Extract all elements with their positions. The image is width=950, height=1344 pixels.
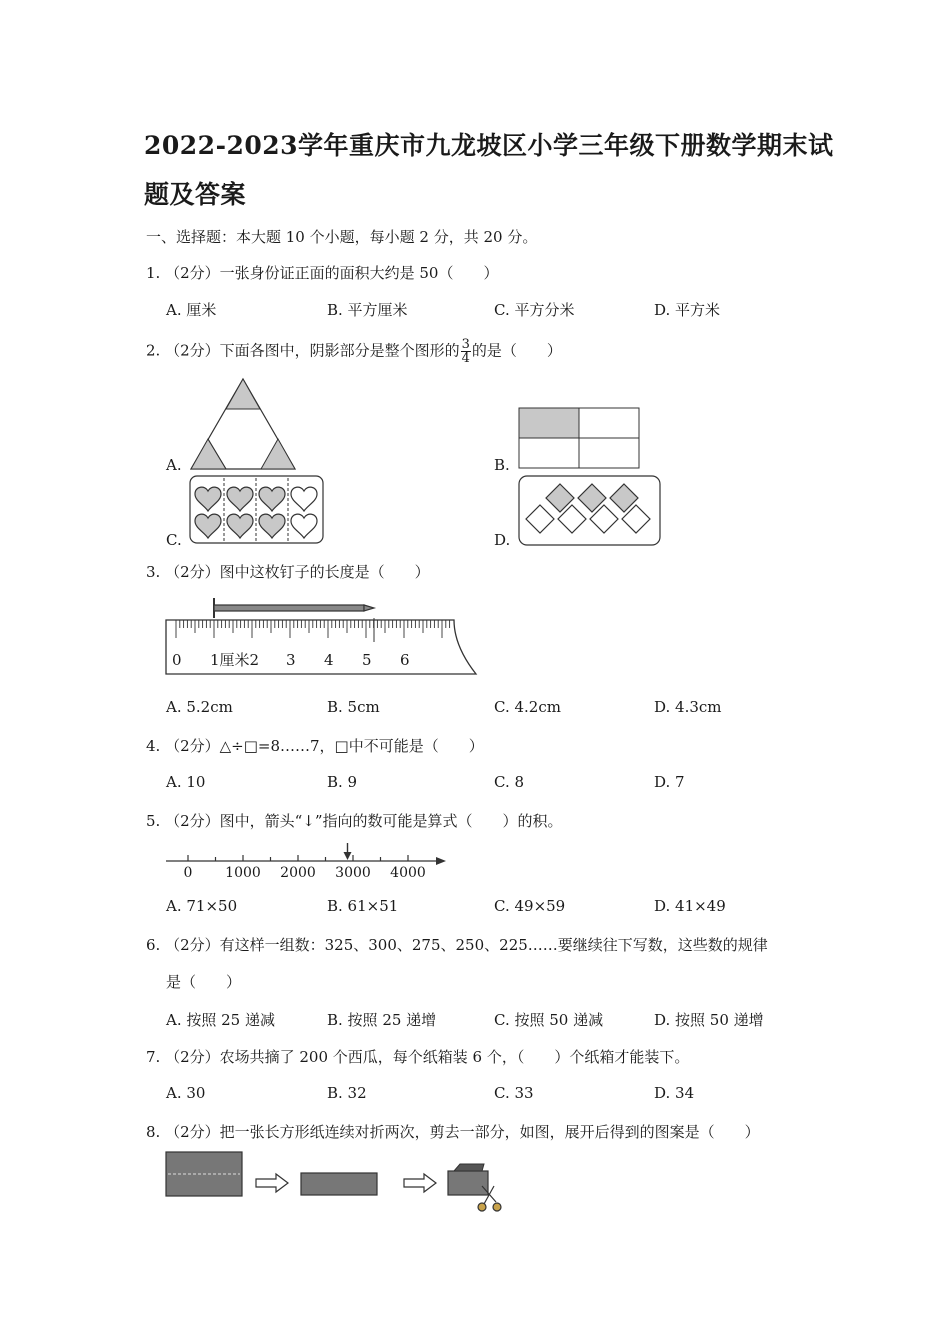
- question-8: 8. （2分）把一张长方形纸连续对折两次，剪去一部分，如图，展开后得到的图案是（ ）: [146, 1123, 760, 1141]
- q3-option-a: A. 5.2cm: [166, 698, 233, 716]
- diamonds-figure: [518, 475, 662, 547]
- question-4: 4. （2分）△÷□=8……7，□中不可能是（ ）: [146, 737, 484, 755]
- q4-option-a: A. 10: [166, 773, 206, 791]
- number-line-label: 1000: [225, 865, 261, 881]
- q2-option-d: D.: [494, 531, 511, 549]
- number-line-label: 4000: [390, 865, 426, 881]
- q7-option-a: A. 30: [166, 1084, 206, 1102]
- down-arrow-icon: [344, 843, 352, 860]
- nail: [214, 598, 374, 618]
- arrow-head: [344, 852, 352, 860]
- paper-folding-figure: [164, 1150, 524, 1216]
- q6-option-b: B. 按照 25 递增: [327, 1011, 437, 1029]
- q2-stem-pre: 2. （2分）下面各图中，阴影部分是整个图形的: [146, 341, 460, 360]
- q2-option-a: A.: [166, 456, 182, 474]
- q4-option-c: C. 8: [494, 773, 525, 791]
- ruler-label: 6: [400, 651, 410, 669]
- ruler-label: 0: [172, 651, 182, 669]
- q1-option-c: C. 平方分米: [494, 301, 575, 319]
- q5-option-d: D. 41×49: [654, 897, 726, 915]
- ruler-label: 5: [362, 651, 372, 669]
- number-line-label: 0: [183, 865, 193, 881]
- number-line-label: 3000: [335, 865, 371, 881]
- triangle-figure: [190, 376, 300, 472]
- q3-option-d: D. 4.3cm: [654, 698, 722, 716]
- fraction-three-quarters: $\frac{3}{4}$: [461, 337, 470, 366]
- q7-option-d: D. 34: [654, 1084, 695, 1102]
- q7-option-b: B. 32: [327, 1084, 367, 1102]
- question-6-continued: 是（ ）: [166, 973, 242, 991]
- right-arrow-icon: [404, 1174, 436, 1192]
- q5-option-c: C. 49×59: [494, 897, 566, 915]
- rectangle-grid-figure: [518, 407, 642, 471]
- q6-option-c: C. 按照 50 递减: [494, 1011, 604, 1029]
- q3-option-b: B. 5cm: [327, 698, 380, 716]
- question-6: 6. （2分）有这样一组数：325、300、275、250、225……要继续往下写数，这些数的规律: [146, 936, 768, 954]
- ruler-label: 1厘米2: [210, 651, 260, 669]
- q2-option-b: B.: [494, 456, 510, 474]
- page-title-line2: 题及答案: [144, 180, 247, 209]
- q5-option-b: B. 61×51: [327, 897, 399, 915]
- hearts-figure: [189, 475, 325, 545]
- q6-option-d: D. 按照 50 递增: [654, 1011, 764, 1029]
- q2-stem-post: 的是（ ）: [471, 341, 562, 360]
- q1-option-d: D. 平方米: [654, 301, 721, 319]
- q2-option-c: C.: [166, 531, 182, 549]
- page-title-line1: 2022-2023学年重庆市九龙坡区小学三年级下册数学期末试: [144, 131, 834, 160]
- q7-option-c: C. 33: [494, 1084, 534, 1102]
- question-2: [146, 338, 562, 365]
- ruler-label: 3: [286, 651, 296, 669]
- section-heading: 一、选择题：本大题 10 个小题，每小题 2 分，共 20 分。: [146, 228, 538, 246]
- q1-option-b: B. 平方厘米: [327, 301, 408, 319]
- q4-option-b: B. 9: [327, 773, 358, 791]
- question-5: 5. （2分）图中，箭头“↓”指向的数可能是算式（ ）的积。: [146, 812, 563, 830]
- question-1: 1. （2分）一张身份证正面的面积大约是 50（ ）: [146, 264, 499, 282]
- question-7: 7. （2分）农场共摘了 200 个西瓜，每个纸箱装 6 个，（ ）个纸箱才能装下。: [146, 1048, 690, 1066]
- number-line-figure: [164, 840, 454, 884]
- ruler-figure: [164, 596, 484, 680]
- q1-option-a: A. 厘米: [166, 301, 217, 319]
- number-line-label: 2000: [280, 865, 316, 881]
- question-3: 3. （2分）图中这枚钉子的长度是（ ）: [146, 563, 430, 581]
- q3-option-c: C. 4.2cm: [494, 698, 561, 716]
- q5-option-a: A. 71×50: [166, 897, 238, 915]
- right-arrow-icon: [256, 1174, 288, 1192]
- ruler-label: 4: [324, 651, 334, 669]
- q6-option-a: A. 按照 25 递减: [166, 1011, 275, 1029]
- q4-option-d: D. 7: [654, 773, 685, 791]
